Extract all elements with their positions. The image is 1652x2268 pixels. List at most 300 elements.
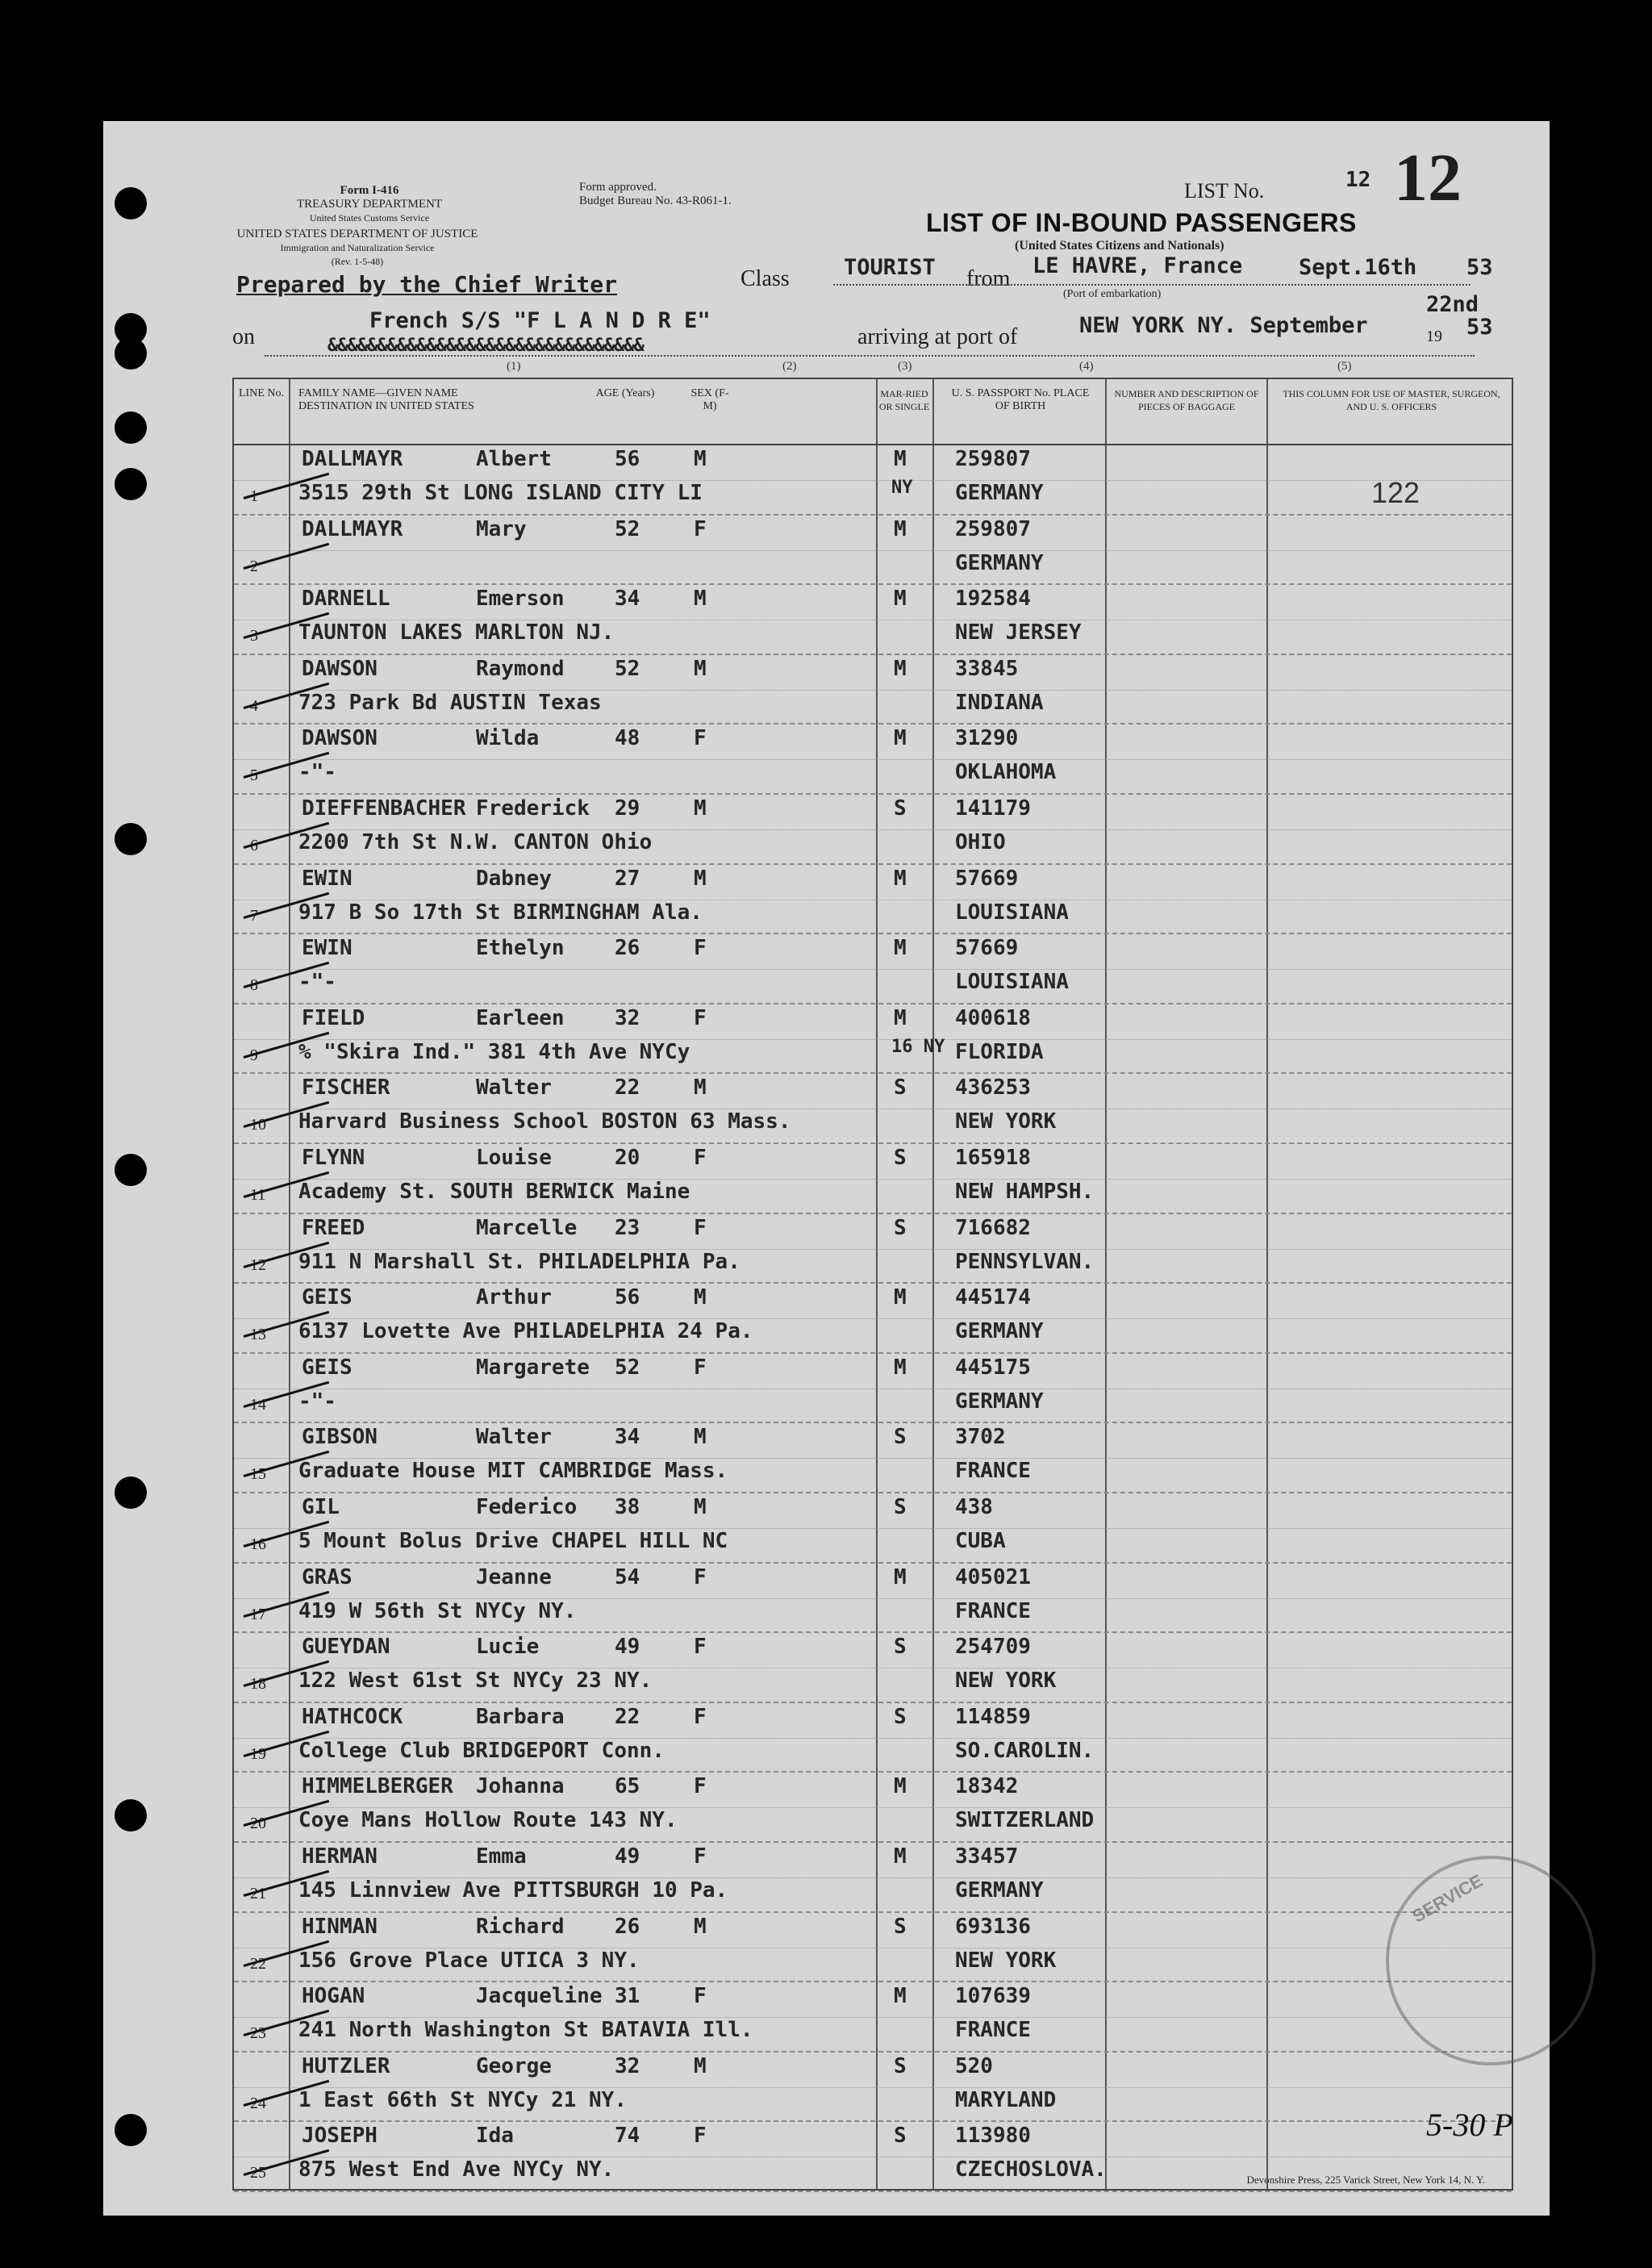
- line-number: 16: [250, 1535, 266, 1553]
- destination-address: College Club BRIDGEPORT Conn.: [298, 1738, 665, 1763]
- age: 32: [615, 1005, 640, 1030]
- marital-status: S: [894, 1146, 907, 1170]
- printer-footer: Devonshire Press, 225 Varick Street, New York 14, N. Y.: [1246, 2174, 1485, 2186]
- passport-number: 113980: [955, 2124, 1031, 2149]
- header-name: [298, 387, 557, 413]
- given-name: Emerson: [476, 587, 565, 612]
- sex: F: [694, 1215, 707, 1240]
- table-row: [234, 1354, 1512, 1424]
- destination-address: 1 East 66th St NYCy 21 NY.: [298, 2087, 627, 2112]
- prepared-by: Prepared by the Chief Writer: [236, 271, 618, 298]
- passport-number: 33457: [955, 1844, 1019, 1869]
- sex: F: [694, 1005, 707, 1030]
- line-number: 18: [250, 1675, 266, 1694]
- family-name: JOSEPH: [302, 2124, 378, 2149]
- line-number: 14: [250, 1395, 266, 1414]
- table-row: [234, 865, 1512, 935]
- punch-hole: [115, 2114, 147, 2146]
- line-number: 24: [250, 2094, 266, 2112]
- passport-number: 3702: [955, 1425, 1006, 1450]
- given-name: George: [476, 2053, 552, 2078]
- rule-line: [833, 284, 1471, 286]
- rule-line: [265, 355, 1475, 357]
- table-row: [234, 1913, 1512, 1983]
- age: 22: [615, 1704, 640, 1729]
- ship-strike: &&&&&&&&&&&&&&&&&&&&&&&&&&&&&&&&: [327, 336, 644, 356]
- list-no-value: 12: [1345, 168, 1371, 192]
- year-prefix: 19: [1426, 328, 1442, 345]
- table-row: [234, 1144, 1512, 1214]
- embark-note: (Port of embarkation): [1063, 288, 1162, 300]
- given-name: Jacqueline: [476, 1984, 603, 2009]
- family-name: GEIS: [302, 1355, 353, 1380]
- place-of-birth: NEW YORK: [955, 1948, 1057, 1973]
- table-row: [234, 1005, 1512, 1075]
- stamp-text: SERVICE: [1408, 1870, 1487, 1927]
- table-row: [234, 1564, 1512, 1634]
- place-of-birth: INDIANA: [955, 690, 1044, 715]
- given-name: Earleen: [476, 1005, 565, 1030]
- destination-address: % "Skira Ind." 381 4th Ave NYCy: [298, 1039, 690, 1064]
- given-name: Barbara: [476, 1704, 565, 1729]
- age: 49: [615, 1844, 640, 1869]
- given-name: Ida: [476, 2124, 514, 2149]
- destination-address: 3515 29th St LONG ISLAND CITY LI: [298, 481, 703, 505]
- line-number: 17: [250, 1605, 266, 1623]
- family-name: DAWSON: [302, 726, 378, 751]
- table-row: [234, 1214, 1512, 1284]
- destination-address: 122 West 61st St NYCy 23 NY.: [298, 1669, 653, 1694]
- line-number: 4: [250, 696, 258, 715]
- age: 20: [615, 1146, 640, 1170]
- place-of-birth: NEW YORK: [955, 1109, 1057, 1134]
- given-name: Federico: [476, 1495, 578, 1519]
- officer-note: 122: [1371, 476, 1420, 509]
- line-number: 3: [250, 627, 258, 645]
- budget-text: Budget Bureau No. 43-R061-1.: [579, 194, 732, 207]
- given-name: Richard: [476, 1914, 565, 1939]
- destination-address: 6137 Lovette Ave PHILADELPHIA 24 Pa.: [298, 1319, 753, 1344]
- passport-number: 18342: [955, 1774, 1019, 1799]
- sex: F: [694, 2124, 707, 2149]
- age: 52: [615, 656, 640, 681]
- line-number: 10: [250, 1116, 266, 1134]
- table-row: [234, 1284, 1512, 1354]
- sex: F: [694, 516, 707, 541]
- header-passport: U. S. PASSPORT No. PLACE OF BIRTH: [951, 387, 1090, 412]
- passport-number: 259807: [955, 516, 1031, 541]
- embark-date: Sept.16th: [1299, 255, 1417, 280]
- age: 31: [615, 1984, 640, 2009]
- from-value: LE HAVRE, France: [1032, 253, 1243, 278]
- sex: M: [694, 1914, 707, 1939]
- table-row: [234, 1773, 1512, 1843]
- sex: F: [694, 726, 707, 751]
- age: 22: [615, 1076, 640, 1101]
- sex: F: [694, 1564, 707, 1589]
- arrival-day: 22nd: [1426, 292, 1479, 317]
- line-number: 22: [250, 1954, 266, 1973]
- line-number: 2: [250, 557, 258, 575]
- address-extra: 16 NY: [891, 1036, 945, 1057]
- destination-address: 156 Grove Place UTICA 3 NY.: [298, 1948, 640, 1973]
- place-of-birth: OKLAHOMA: [955, 760, 1057, 785]
- marital-status: S: [894, 2053, 907, 2078]
- sex: F: [694, 1844, 707, 1869]
- age: 56: [615, 447, 640, 471]
- passport-number: 31290: [955, 726, 1019, 751]
- page-subtitle: (United States Citizens and Nationals): [1015, 239, 1224, 253]
- age: 23: [615, 1215, 640, 1240]
- place-of-birth: LOUISIANA: [955, 970, 1069, 995]
- destination-address: TAUNTON LAKES MARLTON NJ.: [298, 620, 615, 645]
- given-name: Jeanne: [476, 1564, 552, 1589]
- destination-address: 917 B So 17th St BIRMINGHAM Ala.: [298, 900, 703, 925]
- col-num-5: (5): [1337, 360, 1352, 373]
- doj-title: UNITED STATES DEPARTMENT OF JUSTICE: [236, 228, 478, 240]
- family-name: DALLMAYR: [302, 516, 403, 541]
- family-name: DALLMAYR: [302, 447, 403, 471]
- doj-block: [208, 228, 507, 269]
- place-of-birth: GERMANY: [955, 1878, 1044, 1903]
- family-name: HATHCOCK: [302, 1704, 403, 1729]
- marital-status: S: [894, 1635, 907, 1660]
- age: 27: [615, 866, 640, 891]
- family-name: FREED: [302, 1215, 365, 1240]
- passport-number: 165918: [955, 1146, 1031, 1170]
- given-name: Raymond: [476, 656, 565, 681]
- place-of-birth: PENNSYLVAN.: [955, 1249, 1095, 1274]
- place-of-birth: FRANCE: [955, 1598, 1031, 1623]
- age: 65: [615, 1774, 640, 1799]
- destination-address: 145 Linnview Ave PITTSBURGH 10 Pa.: [298, 1878, 728, 1903]
- given-name: Marcelle: [476, 1215, 578, 1240]
- passport-number: 693136: [955, 1914, 1031, 1939]
- line-number: 5: [250, 766, 258, 785]
- list-no-stamp: 12: [1394, 140, 1462, 215]
- marital-status: M: [894, 447, 907, 471]
- age: 29: [615, 796, 640, 821]
- family-name: EWIN: [302, 936, 353, 961]
- approved-text: Form approved.: [579, 181, 657, 194]
- marital-status: M: [894, 656, 907, 681]
- place-of-birth: NEW JERSEY: [955, 620, 1082, 645]
- line-number: 8: [250, 976, 258, 995]
- form-approval: [579, 181, 773, 208]
- passport-number: 254709: [955, 1635, 1031, 1660]
- family-name: GIL: [302, 1495, 340, 1519]
- on-label: on: [232, 324, 255, 349]
- destination-address: -"-: [298, 760, 336, 785]
- table-row: [234, 934, 1512, 1005]
- age: 34: [615, 587, 640, 612]
- given-name: Margarete: [476, 1355, 590, 1380]
- place-of-birth: CZECHOSLOVA.: [955, 2157, 1107, 2182]
- destination-address: 5 Mount Bolus Drive CHAPEL HILL NC: [298, 1529, 728, 1553]
- sex: F: [694, 1984, 707, 2009]
- line-number: 9: [250, 1046, 258, 1064]
- list-no-label: LIST No.: [1184, 179, 1265, 203]
- arrival-year: 53: [1466, 315, 1493, 340]
- page-title: LIST OF IN-BOUND PASSENGERS: [926, 208, 1357, 237]
- place-of-birth: CUBA: [955, 1529, 1006, 1553]
- table-row: [234, 1982, 1512, 2053]
- line-number: 7: [250, 906, 258, 925]
- given-name: Louise: [476, 1146, 552, 1170]
- age: 48: [615, 726, 640, 751]
- given-name: Mary: [476, 516, 527, 541]
- age: 49: [615, 1635, 640, 1660]
- age: 26: [615, 1914, 640, 1939]
- family-name: EWIN: [302, 866, 353, 891]
- family-name: FIELD: [302, 1005, 365, 1030]
- sex: M: [694, 447, 707, 471]
- table-row: [234, 655, 1512, 725]
- from-label: from: [966, 266, 1011, 291]
- destination-address: -"-: [298, 1389, 336, 1414]
- age: 54: [615, 1564, 640, 1589]
- table-row: [234, 1074, 1512, 1144]
- table-row: [234, 795, 1512, 865]
- table-row: [234, 2053, 1512, 2123]
- line-number: 11: [250, 1186, 266, 1204]
- passport-number: 445174: [955, 1285, 1031, 1310]
- form-header-left: [240, 184, 499, 225]
- given-name: Dabney: [476, 866, 552, 891]
- table-row: [234, 1703, 1512, 1773]
- destination-address: 419 W 56th St NYCy NY.: [298, 1598, 577, 1623]
- given-name: Albert: [476, 447, 552, 471]
- sex: M: [694, 1076, 707, 1101]
- place-of-birth: FLORIDA: [955, 1039, 1044, 1064]
- header-name-text: FAMILY NAME—GIVEN NAME: [298, 387, 458, 399]
- rev-date: (Rev. 1-5-48): [331, 256, 384, 267]
- col-num-3: (3): [898, 360, 912, 373]
- destination-address: -"-: [298, 970, 336, 995]
- family-name: DAWSON: [302, 656, 378, 681]
- destination-address: 911 N Marshall St. PHILADELPHIA Pa.: [298, 1249, 740, 1274]
- class-label: Class: [740, 266, 790, 291]
- punch-hole: [115, 468, 147, 500]
- family-name: HERMAN: [302, 1844, 378, 1869]
- given-name: Johanna: [476, 1774, 565, 1799]
- age: 56: [615, 1285, 640, 1310]
- passport-number: 259807: [955, 447, 1031, 471]
- table-row: [234, 725, 1512, 795]
- line-number: 20: [250, 1815, 266, 1833]
- row-guide: [234, 969, 1512, 970]
- header-married: MAR-RIED OR SINGLE: [878, 388, 930, 412]
- marital-status: M: [894, 1355, 907, 1380]
- given-name: Walter: [476, 1076, 552, 1101]
- header-age: AGE (Years): [595, 387, 655, 399]
- table-row: [234, 516, 1512, 586]
- marital-status: S: [894, 1704, 907, 1729]
- destination-address: 723 Park Bd AUSTIN Texas: [298, 690, 602, 715]
- passport-number: 438: [955, 1495, 993, 1519]
- marital-status: M: [894, 936, 907, 961]
- line-number: 12: [250, 1255, 266, 1274]
- arrival-port: NEW YORK NY. September: [1079, 313, 1368, 338]
- class-value: TOURIST: [844, 255, 936, 280]
- marital-status: M: [894, 1005, 907, 1030]
- passport-number: 141179: [955, 796, 1031, 821]
- family-name: FLYNN: [302, 1146, 365, 1170]
- passenger-table: [232, 378, 1513, 2191]
- passport-number: 445175: [955, 1355, 1031, 1380]
- place-of-birth: NEW HAMPSH.: [955, 1180, 1095, 1204]
- passport-number: 400618: [955, 1005, 1031, 1030]
- handwritten-annotation: 5-30 P: [1426, 2107, 1513, 2143]
- table-row: [234, 1633, 1512, 1703]
- destination-address: Harvard Business School BOSTON 63 Mass.: [298, 1109, 791, 1134]
- marital-status: M: [894, 1844, 907, 1869]
- given-name: Frederick: [476, 796, 590, 821]
- header-baggage: NUMBER AND DESCRIPTION OF PIECES OF BAGGAGE: [1114, 388, 1259, 412]
- destination-address: 241 North Washington St BATAVIA Ill.: [298, 2018, 753, 2043]
- place-of-birth: GERMANY: [955, 550, 1044, 575]
- marital-status: S: [894, 1215, 907, 1240]
- age: 38: [615, 1495, 640, 1519]
- line-number: 6: [250, 837, 258, 854]
- line-number: 23: [250, 2024, 266, 2043]
- age: 34: [615, 1425, 640, 1450]
- embark-year: 53: [1466, 255, 1493, 280]
- line-number: 1: [250, 487, 258, 505]
- marital-status: M: [894, 587, 907, 612]
- age: 52: [615, 1355, 640, 1380]
- header-officers: THIS COLUMN FOR USE OF MASTER, SURGEON, AND U. S. OFFICERS: [1283, 388, 1500, 412]
- marital-status: M: [894, 516, 907, 541]
- punch-hole: [115, 1154, 147, 1186]
- header-sex: SEX (F-M): [690, 387, 729, 412]
- marital-status: S: [894, 796, 907, 821]
- row-guide: [234, 759, 1512, 760]
- ship-name: French S/S "F L A N D R E": [369, 308, 711, 333]
- sex: M: [694, 1285, 707, 1310]
- punch-hole: [115, 1799, 147, 1832]
- place-of-birth: NEW YORK: [955, 1669, 1057, 1694]
- destination-address: 875 West End Ave NYCy NY.: [298, 2157, 615, 2182]
- line-number: 21: [250, 1885, 266, 1903]
- age: 52: [615, 516, 640, 541]
- sex: F: [694, 1704, 707, 1729]
- passport-number: 33845: [955, 656, 1019, 681]
- family-name: DIEFFENBACHER: [302, 796, 466, 821]
- col-num-2: (2): [782, 360, 797, 373]
- sex: F: [694, 1774, 707, 1799]
- col-num-4: (4): [1079, 360, 1094, 373]
- marital-status: S: [894, 1076, 907, 1101]
- age: 74: [615, 2124, 640, 2149]
- line-number: 19: [250, 1744, 266, 1763]
- marital-status: M: [894, 726, 907, 751]
- passport-number: 114859: [955, 1704, 1031, 1729]
- sex: F: [694, 936, 707, 961]
- age: 32: [615, 2053, 640, 2078]
- line-number: 13: [250, 1326, 266, 1344]
- treasury-dept: TREASURY DEPARTMENT: [296, 198, 443, 211]
- destination-address: Coye Mans Hollow Route 143 NY.: [298, 1808, 678, 1833]
- punch-hole: [115, 187, 147, 219]
- arriving-label: arriving at port of: [857, 324, 1018, 349]
- marital-status: M: [894, 1564, 907, 1589]
- sex: F: [694, 1635, 707, 1660]
- table-row: [234, 1423, 1512, 1493]
- passport-number: 405021: [955, 1564, 1031, 1589]
- check-mark: [244, 542, 330, 569]
- given-name: Wilda: [476, 726, 540, 751]
- place-of-birth: SWITZERLAND: [955, 1808, 1095, 1833]
- destination-address: 2200 7th St N.W. CANTON Ohio: [298, 830, 653, 854]
- marital-status: S: [894, 2124, 907, 2149]
- punch-hole: [115, 411, 147, 444]
- given-name: Lucie: [476, 1635, 540, 1660]
- passport-number: 57669: [955, 866, 1019, 891]
- row-guide: [234, 550, 1512, 551]
- header-line-no: LINE No.: [239, 387, 284, 399]
- family-name: GEIS: [302, 1285, 353, 1310]
- sex: M: [694, 796, 707, 821]
- punch-hole: [115, 1476, 147, 1509]
- sex: M: [694, 2053, 707, 2078]
- manifest-sheet: [103, 121, 1550, 2216]
- passport-number: 192584: [955, 587, 1031, 612]
- family-name: DARNELL: [302, 587, 390, 612]
- place-of-birth: LOUISIANA: [955, 900, 1069, 925]
- family-name: HOGAN: [302, 1984, 365, 2009]
- marital-status: M: [894, 1984, 907, 2009]
- marital-status: M: [894, 1774, 907, 1799]
- sex: M: [694, 1425, 707, 1450]
- line-number: 25: [250, 2164, 266, 2182]
- family-name: HIMMELBERGER: [302, 1774, 453, 1799]
- age: 26: [615, 936, 640, 961]
- table-row: [234, 1843, 1512, 1913]
- place-of-birth: GERMANY: [955, 1319, 1044, 1344]
- passport-number: 107639: [955, 1984, 1031, 2009]
- passport-number: 57669: [955, 936, 1019, 961]
- ins-title: Immigration and Naturalization Service: [280, 242, 435, 253]
- place-of-birth: SO.CAROLIN.: [955, 1738, 1095, 1763]
- header-destination-text: DESTINATION IN UNITED STATES: [298, 400, 474, 412]
- table-row: [234, 585, 1512, 655]
- marital-status: S: [894, 1914, 907, 1939]
- place-of-birth: GERMANY: [955, 1389, 1044, 1414]
- sex: M: [694, 656, 707, 681]
- punch-hole: [115, 823, 147, 855]
- marital-status: M: [894, 1285, 907, 1310]
- passport-number: 716682: [955, 1215, 1031, 1240]
- given-name: Arthur: [476, 1285, 552, 1310]
- place-of-birth: OHIO: [955, 830, 1006, 854]
- destination-address: Academy St. SOUTH BERWICK Maine: [298, 1180, 690, 1204]
- sex: M: [694, 587, 707, 612]
- address-extra: NY: [891, 478, 913, 498]
- family-name: GUEYDAN: [302, 1635, 390, 1660]
- passport-number: 436253: [955, 1076, 1031, 1101]
- sex: F: [694, 1146, 707, 1170]
- place-of-birth: MARYLAND: [955, 2087, 1057, 2112]
- sex: M: [694, 866, 707, 891]
- sex: M: [694, 1495, 707, 1519]
- customs-service: United States Customs Service: [309, 212, 430, 223]
- passport-number: 520: [955, 2053, 993, 2078]
- given-name: Ethelyn: [476, 936, 565, 961]
- form-id: Form I-416: [340, 184, 399, 197]
- marital-status: S: [894, 1495, 907, 1519]
- table-row: [234, 1493, 1512, 1564]
